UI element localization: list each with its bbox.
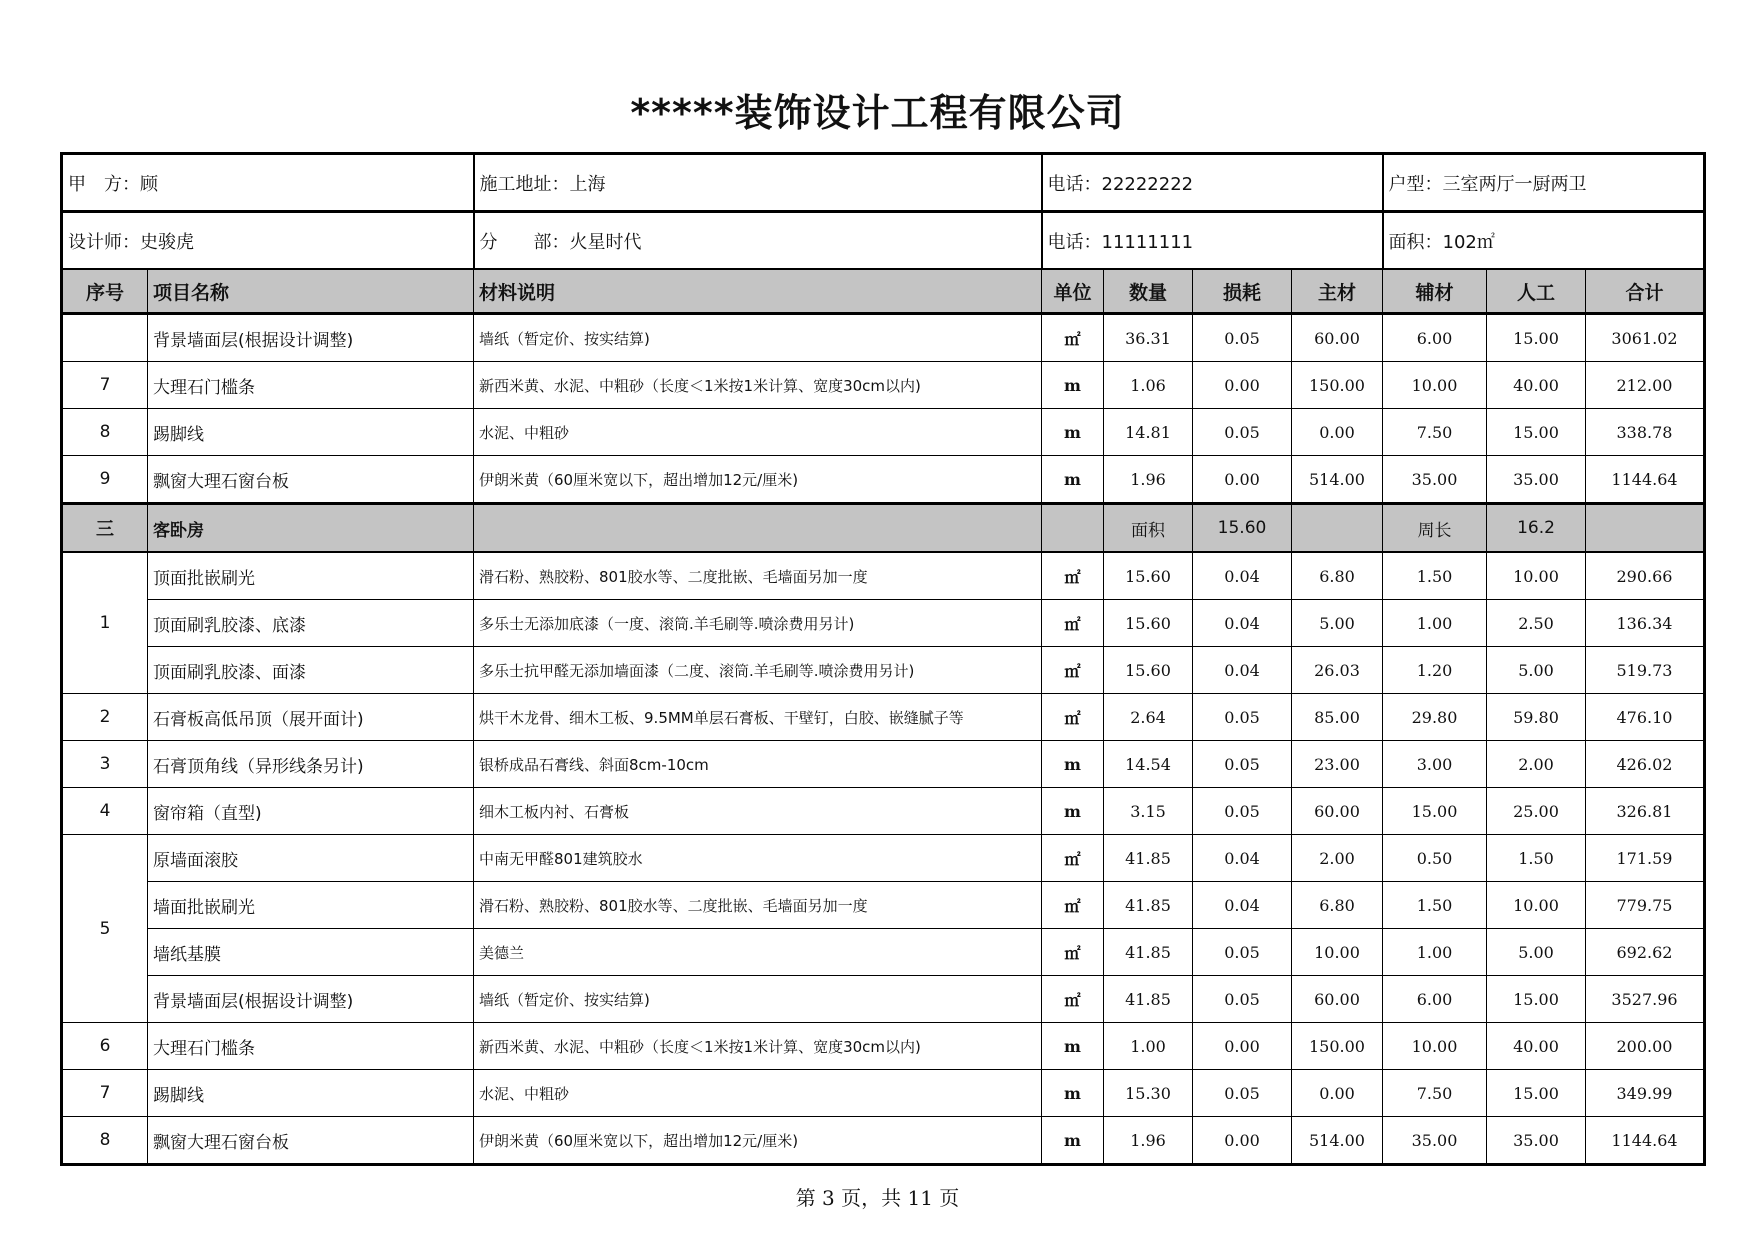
cell-name: 顶面批嵌刷光 — [148, 552, 474, 600]
cell-loss: 0.00 — [1193, 1023, 1292, 1070]
cell-labor: 5.00 — [1487, 647, 1586, 694]
cell-main: 10.00 — [1292, 929, 1383, 976]
cell-loss: 0.05 — [1193, 741, 1292, 788]
section-area-label: 面积 — [1104, 504, 1193, 553]
row-number: 4 — [62, 788, 148, 835]
cell-loss: 0.00 — [1193, 362, 1292, 409]
cell-total: 476.10 — [1586, 694, 1705, 741]
cell-mat: 水泥、中粗砂 — [474, 409, 1042, 456]
cell-labor: 15.00 — [1487, 1070, 1586, 1117]
cell-name: 石膏板高低吊顶（展开面计) — [148, 694, 474, 741]
cell-main: 60.00 — [1292, 314, 1383, 362]
cell-qty: 1.96 — [1104, 1117, 1193, 1165]
cell-unit: m — [1042, 788, 1104, 835]
cell-name: 踢脚线 — [148, 409, 474, 456]
section-perimeter-label: 周长 — [1383, 504, 1487, 553]
table-row — [62, 362, 1705, 409]
cell-loss: 0.04 — [1193, 552, 1292, 600]
cell-aux: 1.20 — [1383, 647, 1487, 694]
cell-unit: m — [1042, 1023, 1104, 1070]
cell-total: 426.02 — [1586, 741, 1705, 788]
cell-labor: 10.00 — [1487, 882, 1586, 929]
cell-main: 23.00 — [1292, 741, 1383, 788]
header-row — [62, 269, 1705, 314]
table-row — [62, 552, 1705, 600]
cell-loss: 0.05 — [1193, 1070, 1292, 1117]
cell-qty: 41.85 — [1104, 882, 1193, 929]
cell-mat: 新西米黄、水泥、中粗砂（长度＜1米按1米计算、宽度30cm以内) — [474, 1023, 1042, 1070]
cell-unit: ㎡ — [1042, 552, 1104, 600]
cell-mat: 伊朗米黄（60厘米宽以下，超出增加12元/厘米) — [474, 1117, 1042, 1165]
cell-qty: 1.06 — [1104, 362, 1193, 409]
cell-aux: 7.50 — [1383, 1070, 1487, 1117]
row-number: 1 — [62, 552, 148, 694]
row-number: 8 — [62, 1117, 148, 1165]
table-row — [62, 647, 1705, 694]
section-empty — [1586, 504, 1705, 553]
cell-total: 3527.96 — [1586, 976, 1705, 1023]
cell-main: 60.00 — [1292, 976, 1383, 1023]
cell-total: 692.62 — [1586, 929, 1705, 976]
table-row — [62, 929, 1705, 976]
cell-main: 5.00 — [1292, 600, 1383, 647]
cell-labor: 40.00 — [1487, 1023, 1586, 1070]
section-empty — [1292, 504, 1383, 553]
cell-labor: 5.00 — [1487, 929, 1586, 976]
section-number: 三 — [62, 504, 148, 553]
cell-qty: 3.15 — [1104, 788, 1193, 835]
cell-total: 212.00 — [1586, 362, 1705, 409]
cell-qty: 1.96 — [1104, 456, 1193, 504]
cell-labor: 15.00 — [1487, 314, 1586, 362]
designer-field: 设计师：史骏虎 — [62, 212, 474, 270]
cell-loss: 0.04 — [1193, 647, 1292, 694]
section-empty — [1042, 504, 1104, 553]
cell-main: 2.00 — [1292, 835, 1383, 882]
cell-loss: 0.04 — [1193, 835, 1292, 882]
cell-loss: 0.05 — [1193, 409, 1292, 456]
cell-qty: 15.60 — [1104, 600, 1193, 647]
header-cell: 序号 — [62, 269, 148, 314]
cell-unit: ㎡ — [1042, 647, 1104, 694]
cell-total: 326.81 — [1586, 788, 1705, 835]
cell-qty: 15.30 — [1104, 1070, 1193, 1117]
section-empty — [474, 504, 1042, 553]
cell-aux: 1.50 — [1383, 552, 1487, 600]
cell-qty: 41.85 — [1104, 835, 1193, 882]
cell-unit: ㎡ — [1042, 694, 1104, 741]
cell-qty: 14.81 — [1104, 409, 1193, 456]
table-row — [62, 409, 1705, 456]
phone2-field: 电话：11111111 — [1042, 212, 1383, 270]
cell-mat: 墙纸（暂定价、按实结算) — [474, 976, 1042, 1023]
header-cell: 辅材 — [1383, 269, 1487, 314]
cell-name: 大理石门槛条 — [148, 1023, 474, 1070]
cell-loss: 0.05 — [1193, 976, 1292, 1023]
table-row — [62, 741, 1705, 788]
cell-aux: 0.50 — [1383, 835, 1487, 882]
cell-name: 石膏顶角线（异形线条另计) — [148, 741, 474, 788]
header-cell: 人工 — [1487, 269, 1586, 314]
cell-loss: 0.00 — [1193, 456, 1292, 504]
row-number: 6 — [62, 1023, 148, 1070]
cell-mat: 中南无甲醛801建筑胶水 — [474, 835, 1042, 882]
house-type-field: 户型：三室两厅一厨两卫 — [1383, 154, 1705, 212]
cell-aux: 1.50 — [1383, 882, 1487, 929]
cell-labor: 40.00 — [1487, 362, 1586, 409]
cell-name: 墙面批嵌刷光 — [148, 882, 474, 929]
row-number: 2 — [62, 694, 148, 741]
cell-name: 飘窗大理石窗台板 — [148, 1117, 474, 1165]
cell-loss: 0.04 — [1193, 600, 1292, 647]
table-row — [62, 600, 1705, 647]
cell-labor: 35.00 — [1487, 1117, 1586, 1165]
header-cell: 数量 — [1104, 269, 1193, 314]
cell-total: 519.73 — [1586, 647, 1705, 694]
cell-qty: 41.85 — [1104, 976, 1193, 1023]
address-field: 施工地址：上海 — [474, 154, 1042, 212]
cell-mat: 伊朗米黄（60厘米宽以下，超出增加12元/厘米) — [474, 456, 1042, 504]
page-title: *****装饰设计工程有限公司 — [630, 91, 1125, 135]
cell-qty: 36.31 — [1104, 314, 1193, 362]
cell-main: 0.00 — [1292, 1070, 1383, 1117]
header-cell: 单位 — [1042, 269, 1104, 314]
client-field: 甲 方：顾 — [62, 154, 474, 212]
row-number: 8 — [62, 409, 148, 456]
cell-labor: 15.00 — [1487, 409, 1586, 456]
cell-name: 背景墙面层(根据设计调整) — [148, 976, 474, 1023]
cell-qty: 2.64 — [1104, 694, 1193, 741]
cell-labor: 10.00 — [1487, 552, 1586, 600]
cell-qty: 15.60 — [1104, 552, 1193, 600]
cell-main: 6.80 — [1292, 552, 1383, 600]
cell-main: 150.00 — [1292, 1023, 1383, 1070]
cell-name: 飘窗大理石窗台板 — [148, 456, 474, 504]
header-cell: 损耗 — [1193, 269, 1292, 314]
cell-labor: 15.00 — [1487, 976, 1586, 1023]
section-name: 客卧房 — [148, 504, 474, 553]
cell-labor: 1.50 — [1487, 835, 1586, 882]
cell-aux: 6.00 — [1383, 976, 1487, 1023]
cell-unit: ㎡ — [1042, 882, 1104, 929]
row-number: 5 — [62, 835, 148, 1023]
row-number: 3 — [62, 741, 148, 788]
header-cell: 主材 — [1292, 269, 1383, 314]
row-number: 7 — [62, 362, 148, 409]
cell-labor: 2.50 — [1487, 600, 1586, 647]
cell-unit: m — [1042, 456, 1104, 504]
cell-total: 349.99 — [1586, 1070, 1705, 1117]
page-footer: 第 3 页，共 11 页 — [795, 1186, 960, 1210]
cell-mat: 滑石粉、熟胶粉、801胶水等、二度批嵌、毛墙面另加一度 — [474, 552, 1042, 600]
cell-aux: 10.00 — [1383, 362, 1487, 409]
cell-mat: 美德兰 — [474, 929, 1042, 976]
cell-main: 85.00 — [1292, 694, 1383, 741]
cell-loss: 0.04 — [1193, 882, 1292, 929]
cell-total: 3061.02 — [1586, 314, 1705, 362]
cell-mat: 新西米黄、水泥、中粗砂（长度＜1米按1米计算、宽度30cm以内) — [474, 362, 1042, 409]
cell-aux: 10.00 — [1383, 1023, 1487, 1070]
cell-loss: 0.05 — [1193, 314, 1292, 362]
cell-name: 大理石门槛条 — [148, 362, 474, 409]
cell-unit: m — [1042, 1117, 1104, 1165]
cell-qty: 41.85 — [1104, 929, 1193, 976]
table-row — [62, 456, 1705, 504]
quotation-table — [60, 152, 1706, 1166]
info-row-1 — [62, 154, 1705, 212]
section-perimeter-value: 16.2 — [1487, 504, 1586, 553]
table-row — [62, 882, 1705, 929]
cell-total: 290.66 — [1586, 552, 1705, 600]
cell-name: 原墙面滚胶 — [148, 835, 474, 882]
cell-unit: ㎡ — [1042, 976, 1104, 1023]
row-number: 9 — [62, 456, 148, 504]
cell-aux: 3.00 — [1383, 741, 1487, 788]
cell-total: 136.34 — [1586, 600, 1705, 647]
cell-labor: 2.00 — [1487, 741, 1586, 788]
cell-labor: 25.00 — [1487, 788, 1586, 835]
cell-unit: ㎡ — [1042, 835, 1104, 882]
header-cell: 项目名称 — [148, 269, 474, 314]
cell-aux: 15.00 — [1383, 788, 1487, 835]
area-field: 面积：102㎡ — [1383, 212, 1705, 270]
row-number: 7 — [62, 1070, 148, 1117]
section-area-value: 15.60 — [1193, 504, 1292, 553]
cell-unit: ㎡ — [1042, 929, 1104, 976]
cell-main: 60.00 — [1292, 788, 1383, 835]
cell-unit: m — [1042, 1070, 1104, 1117]
cell-name: 顶面刷乳胶漆、底漆 — [148, 600, 474, 647]
cell-name: 窗帘箱（直型) — [148, 788, 474, 835]
cell-qty: 1.00 — [1104, 1023, 1193, 1070]
cell-unit: ㎡ — [1042, 600, 1104, 647]
cell-main: 0.00 — [1292, 409, 1383, 456]
cell-name: 踢脚线 — [148, 1070, 474, 1117]
cell-loss: 0.05 — [1193, 788, 1292, 835]
table-row — [62, 314, 1705, 362]
cell-aux: 7.50 — [1383, 409, 1487, 456]
table-row — [62, 1117, 1705, 1165]
table-row — [62, 976, 1705, 1023]
table-row — [62, 1023, 1705, 1070]
cell-name: 顶面刷乳胶漆、面漆 — [148, 647, 474, 694]
cell-total: 1144.64 — [1586, 456, 1705, 504]
cell-mat: 水泥、中粗砂 — [474, 1070, 1042, 1117]
cell-main: 514.00 — [1292, 456, 1383, 504]
cell-aux: 1.00 — [1383, 929, 1487, 976]
cell-mat: 多乐士无添加底漆（一度、滚筒.羊毛刷等.喷涂费用另计) — [474, 600, 1042, 647]
header-cell: 合计 — [1586, 269, 1705, 314]
cell-total: 171.59 — [1586, 835, 1705, 882]
cell-total: 338.78 — [1586, 409, 1705, 456]
cell-total: 200.00 — [1586, 1023, 1705, 1070]
cell-aux: 29.80 — [1383, 694, 1487, 741]
cell-qty: 14.54 — [1104, 741, 1193, 788]
cell-labor: 59.80 — [1487, 694, 1586, 741]
cell-mat: 细木工板内衬、石膏板 — [474, 788, 1042, 835]
cell-mat: 滑石粉、熟胶粉、801胶水等、二度批嵌、毛墙面另加一度 — [474, 882, 1042, 929]
cell-main: 26.03 — [1292, 647, 1383, 694]
cell-unit: ㎡ — [1042, 314, 1104, 362]
cell-main: 514.00 — [1292, 1117, 1383, 1165]
branch-field: 分 部：火星时代 — [474, 212, 1042, 270]
cell-name: 墙纸基膜 — [148, 929, 474, 976]
cell-main: 6.80 — [1292, 882, 1383, 929]
cell-unit: m — [1042, 362, 1104, 409]
cell-total: 1144.64 — [1586, 1117, 1705, 1165]
table-row — [62, 1070, 1705, 1117]
cell-loss: 0.05 — [1193, 929, 1292, 976]
cell-unit: m — [1042, 409, 1104, 456]
row-number — [62, 314, 148, 362]
table-row — [62, 788, 1705, 835]
table-row — [62, 835, 1705, 882]
table-row — [62, 694, 1705, 741]
cell-total: 779.75 — [1586, 882, 1705, 929]
cell-mat: 银桥成品石膏线、斜面8cm-10cm — [474, 741, 1042, 788]
cell-aux: 6.00 — [1383, 314, 1487, 362]
section-row — [62, 504, 1705, 553]
cell-mat: 烘干木龙骨、细木工板、9.5MM单层石膏板、干壁钉，白胶、嵌缝腻子等 — [474, 694, 1042, 741]
cell-aux: 35.00 — [1383, 456, 1487, 504]
cell-mat: 多乐士抗甲醛无添加墙面漆（二度、滚筒.羊毛刷等.喷涂费用另计) — [474, 647, 1042, 694]
cell-labor: 35.00 — [1487, 456, 1586, 504]
cell-qty: 15.60 — [1104, 647, 1193, 694]
cell-unit: m — [1042, 741, 1104, 788]
cell-loss: 0.00 — [1193, 1117, 1292, 1165]
cell-name: 背景墙面层(根据设计调整) — [148, 314, 474, 362]
header-cell: 材料说明 — [474, 269, 1042, 314]
cell-loss: 0.05 — [1193, 694, 1292, 741]
cell-mat: 墙纸（暂定价、按实结算) — [474, 314, 1042, 362]
phone1-field: 电话：22222222 — [1042, 154, 1383, 212]
cell-aux: 35.00 — [1383, 1117, 1487, 1165]
info-row-2 — [62, 212, 1705, 270]
cell-aux: 1.00 — [1383, 600, 1487, 647]
cell-main: 150.00 — [1292, 362, 1383, 409]
